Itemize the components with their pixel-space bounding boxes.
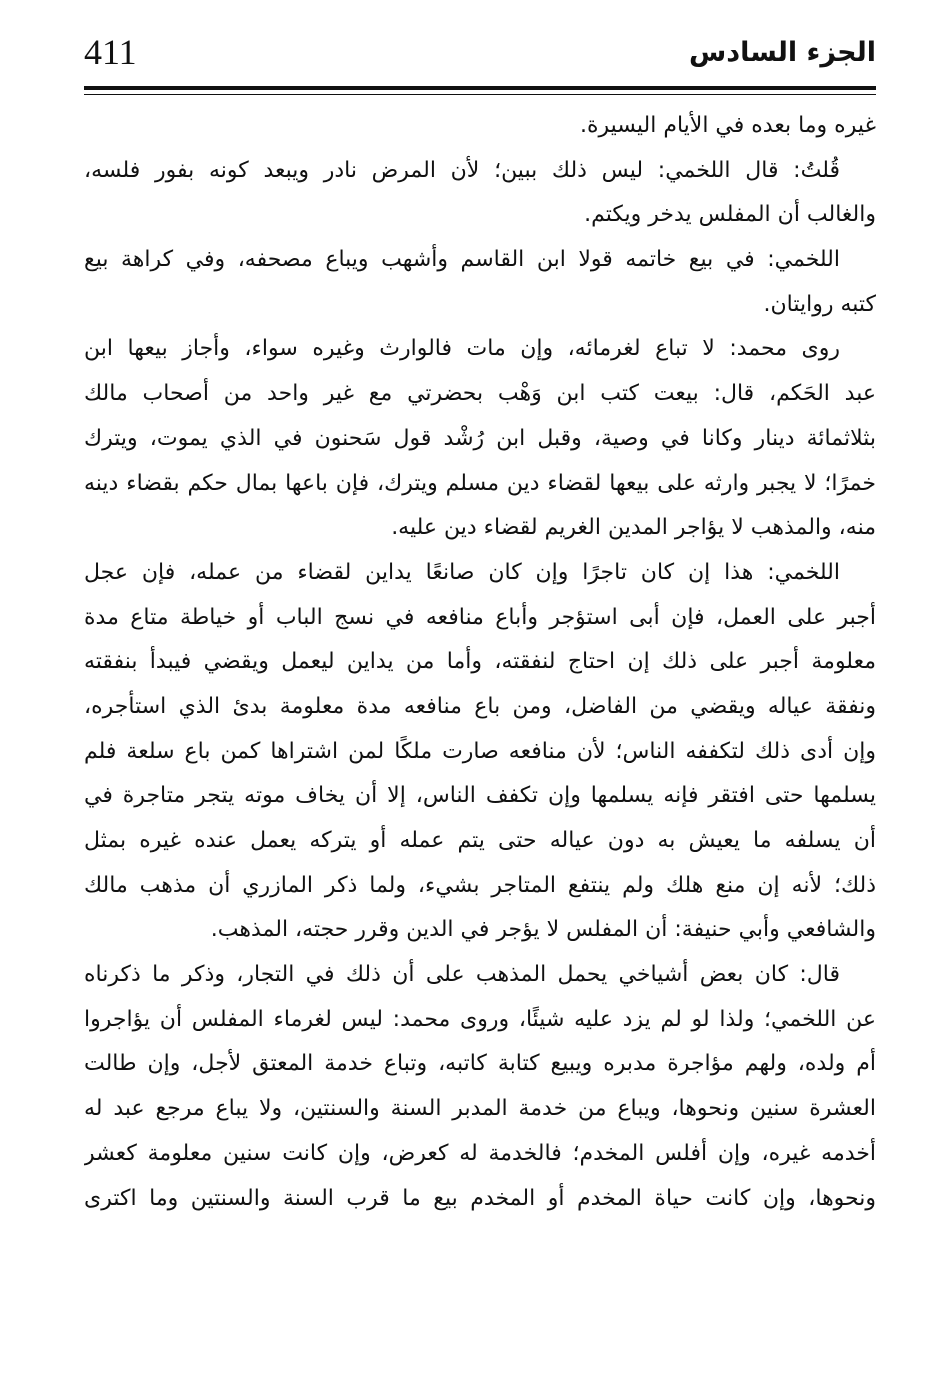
page-header: [84, 28, 876, 84]
text-line: ونفقة عياله ويقضي من الفاضل، ومن باع منافعه مدة معلومة بدئ الذي استأجره،: [84, 693, 876, 719]
text-line: روى محمد: لا تباع لغرمائه، وإن مات فالوارث وغيره سواء، وأجاز بيعها ابن: [84, 336, 840, 362]
text-line: بثلاثمائة دينار وكانا في وصية، وقبل ابن رُشْد قول سَحنون في الذي يموت، ويترك: [84, 425, 876, 451]
text-line: غيره وما بعده في الأيام اليسيرة.: [579, 113, 876, 138]
text-line: ونحوها، وإن كانت حياة المخدم أو المخدم بيع ما قرب السنة والسنتين وما اكترى: [84, 1185, 876, 1211]
text-line: ذلك؛ لأنه إن منع هلك ولم ينتفع المتاجر بشيء، ولما ذكر المازري أن مذهب مالك: [84, 872, 876, 898]
running-title: الجزء السادس: [689, 37, 876, 68]
text-line: والشافعي وأبي حنيفة: أن المفلس لا يؤجر في الدين وقرر حجته، المذهب.: [210, 917, 876, 943]
text-line: منه، والمذهب لا يؤاجر المدين الغريم لقضاء دين عليه.: [391, 515, 876, 541]
text-line: أم ولده، ولهم مؤاجرة مدبره ويبيع كتابة كاتبه، وتباع خدمة المعتق لأجل، وإن طالت: [84, 1051, 876, 1077]
text-line: أجبر على العمل، فإن أبى استؤجر وأباع منافعه في نسج الباب أو خياطة متاع مدة: [84, 604, 876, 630]
text-line: أخدمه غيره، وإن أفلس المخدم؛ فالخدمة له كعرض، وإن كانت سنين معلومة كعشر: [84, 1140, 876, 1166]
text-line: قال: كان بعض أشياخي يحمل المذهب على أن ذلك في التجار، وذكر ما ذكرناه: [84, 962, 840, 988]
text-line: عن اللخمي؛ ولذا لو لم يزد عليه شيئًا، وروى محمد: ليس لغرماء المفلس أن يؤاجروا: [84, 1006, 876, 1032]
text-line: معلومة أجبر على ذلك إن احتاج لنفقته، وأما من يداين ليعمل ويقضي فيبدأ بنفقته: [84, 649, 876, 675]
page-number: 411: [84, 32, 137, 72]
text-line: وإن أدى ذلك لتكففه الناس؛ لأن منافعه صارت ملكًا لمن اشتراها كمن باع سلعة فلم: [84, 738, 876, 764]
text-line: يسلمها حتى افتقر فإنه يسلمها وإن تكفف الناس، إلا أن يخاف موته يتجر متاجرة في: [84, 783, 876, 809]
text-line: قُلتُ: قال اللخمي: ليس ذلك ببين؛ لأن المرض نادر ويبعد كونه بفور فلسه،: [84, 157, 840, 183]
header-rule-thick: [84, 86, 876, 90]
text-line: عبد الحَكم، قال: بيعت كتب ابن وَهْب بحضرتي مع غير واحد من أصحاب مالك: [84, 381, 876, 407]
text-line: كتبه روايتان.: [763, 291, 876, 317]
text-line: أن يسلفه ما يعيش به دون عياله حتى يتم عمله أو يتركه يعمل عنده غيره بمثل: [84, 828, 876, 853]
header-rule-thin: [84, 94, 876, 95]
text-line: والغالب أن المفلس يدخر ويكتم.: [584, 202, 876, 228]
text-line: اللخمي: في بيع خاتمه قولا ابن القاسم وأشهب ويباع مصحفه، وفي كراهة بيع: [84, 247, 840, 273]
body-text: [84, 104, 876, 1221]
text-line: اللخمي: هذا إن كان تاجرًا وإن كان صانعًا يداين لقضاء من عمله، فإن عجل: [84, 559, 840, 585]
text-line: خمرًا؛ لا يجبر وارثه على بيعها لقضاء دين مسلم ويترك، فإن باعها بمال حكم بقضاء دينه: [84, 470, 876, 496]
text-line: العشرة سنين ونحوها، ويباع من خدمة المدبر السنة والسنتين، ولا يباع مرجع عبد له: [84, 1096, 876, 1122]
